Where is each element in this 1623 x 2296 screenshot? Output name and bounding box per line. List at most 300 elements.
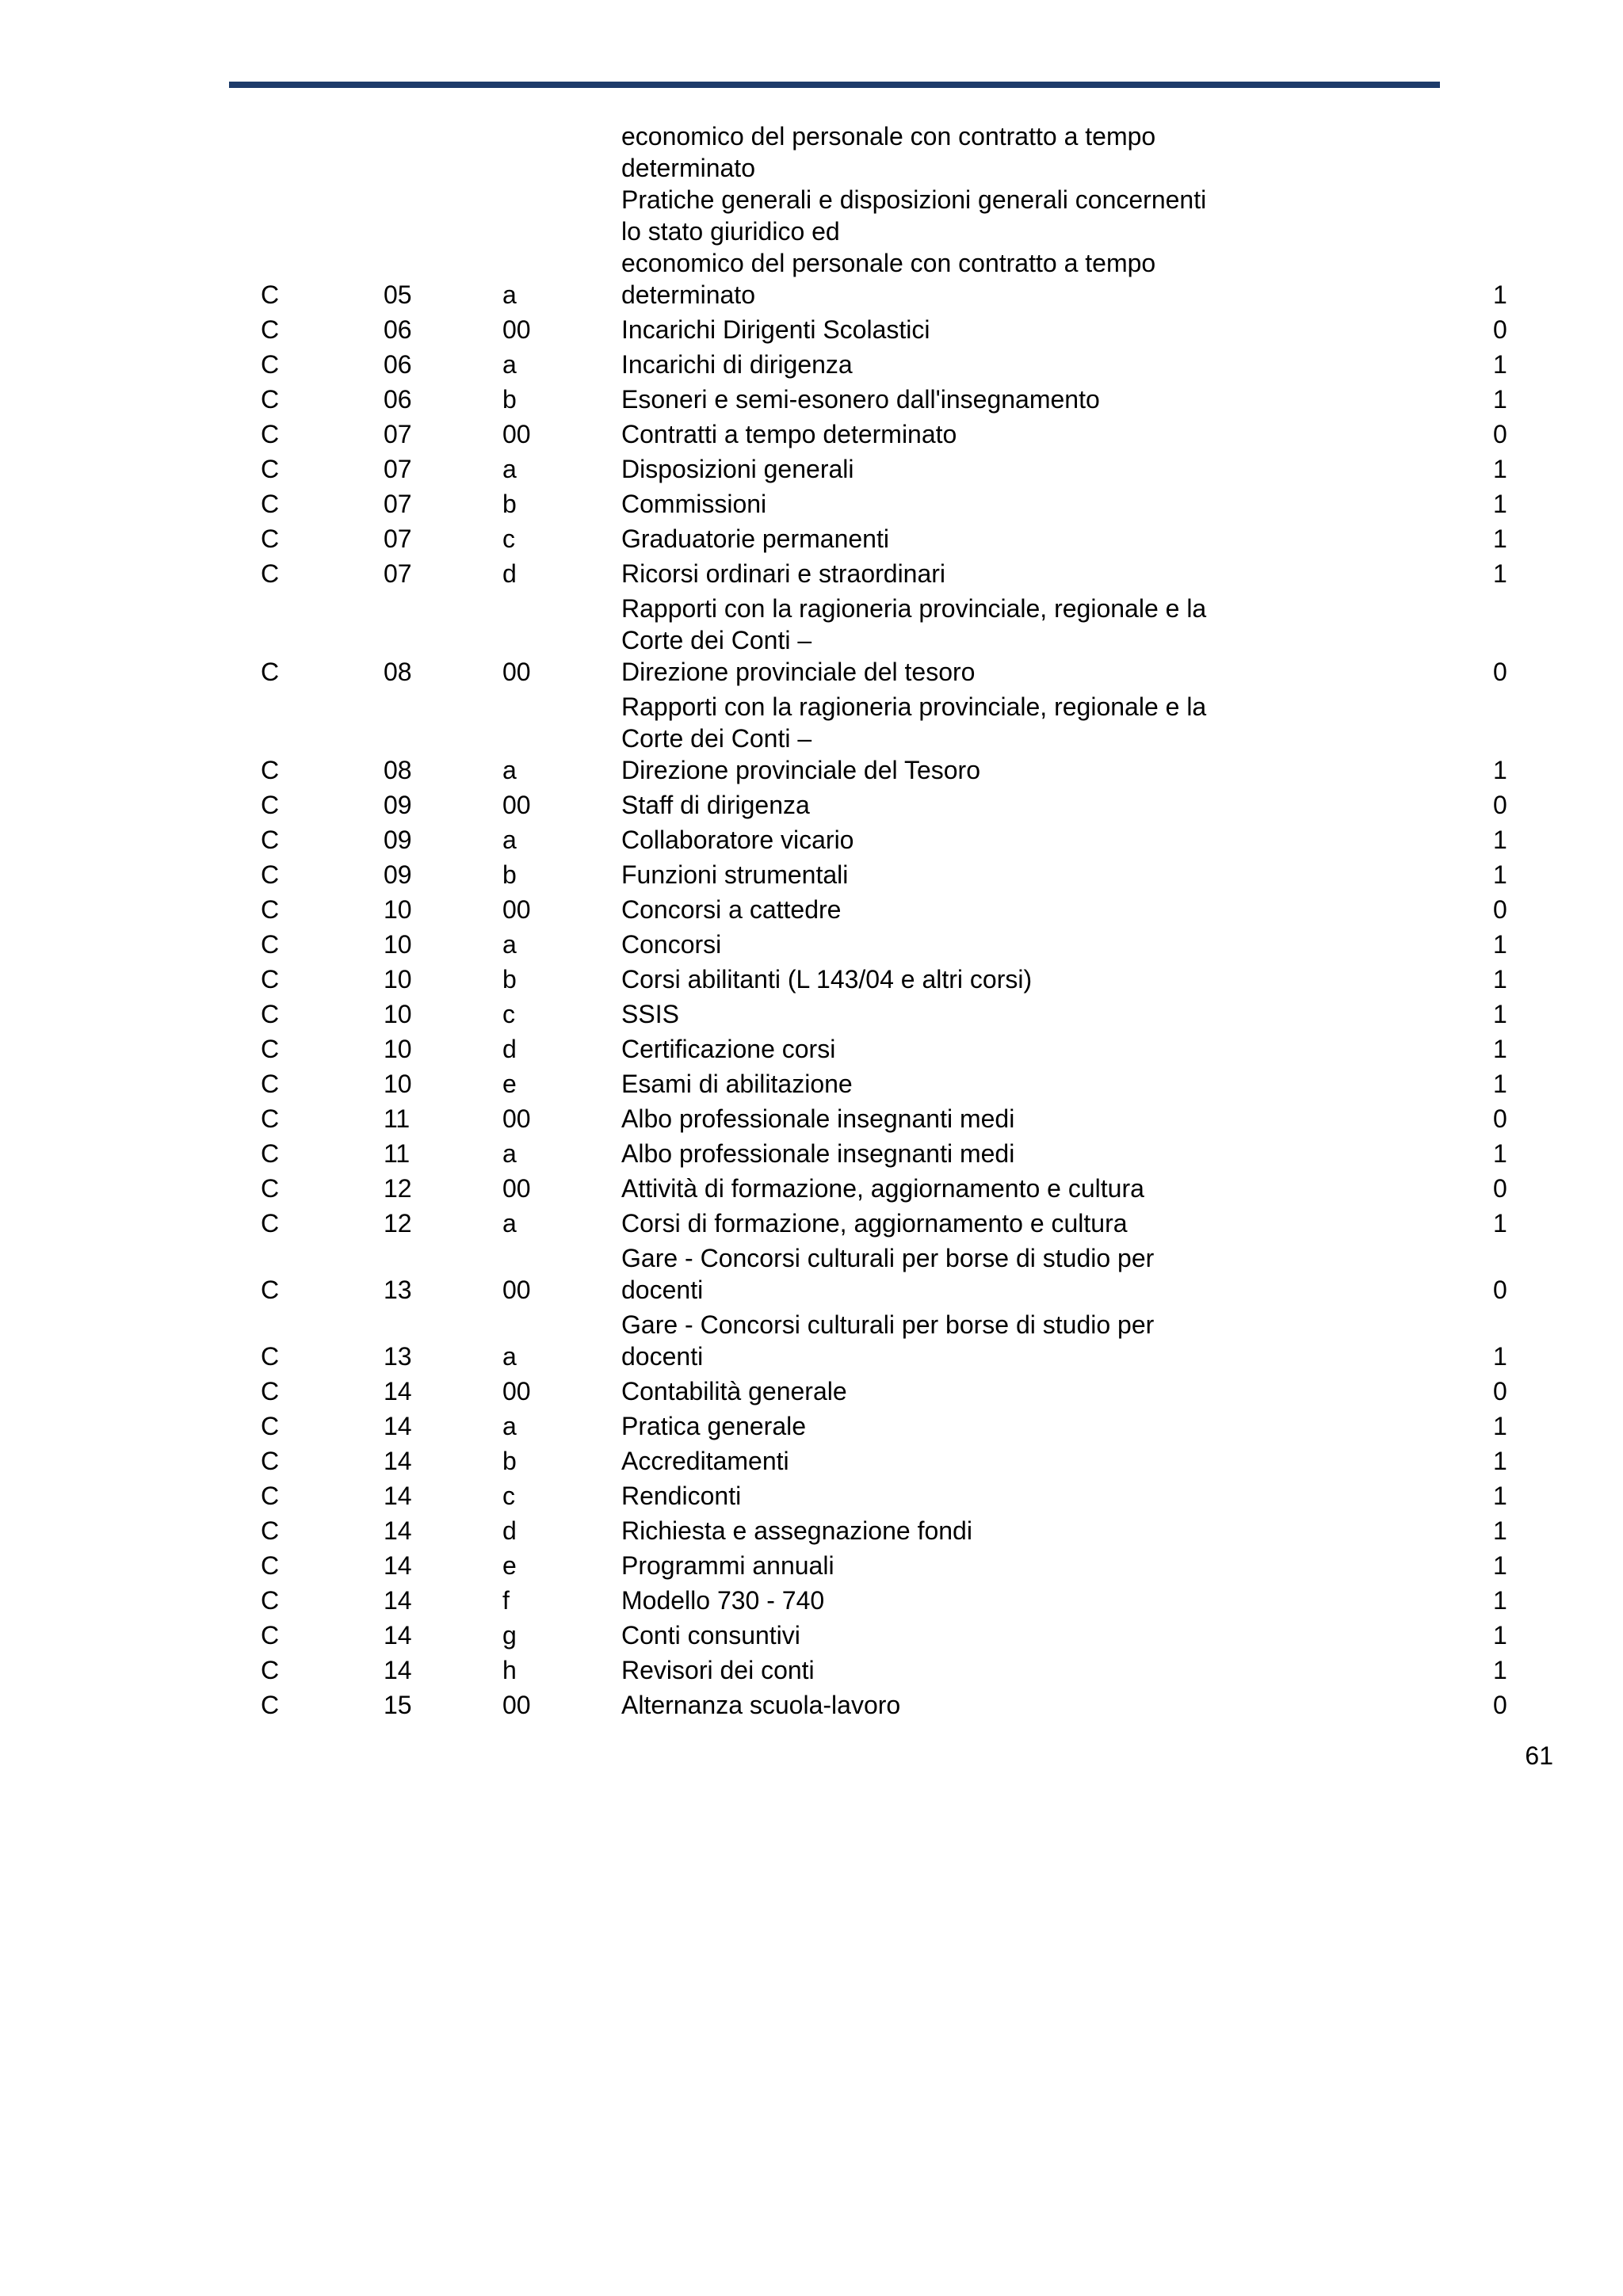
cell-description [621,1550,1493,1585]
cell-subcode: 00 [502,1174,531,1203]
table-row [0,1515,1623,1550]
cell-flag: 1 [1493,1551,1507,1580]
table-row [0,1654,1623,1689]
right-margin [1533,1173,1623,1207]
cell-description [621,1515,1493,1550]
cell-class: C [261,658,280,686]
cell-number: 05 [384,280,412,309]
cell-description [621,1480,1493,1515]
description-line: Attività di formazione, aggiornamento e cultura [621,1174,1144,1203]
cell-subcode: e [502,1551,517,1580]
cell-description [621,1654,1493,1689]
cell-class: C [261,1342,280,1371]
cell-class: C [261,1000,280,1028]
cell-number: 15 [384,1691,412,1719]
cell-description [621,1138,1493,1173]
cell-flag: 0 [1493,658,1507,686]
cell-description [621,418,1493,453]
description-line: Funzioni strumentali [621,860,849,889]
table-row [0,488,1623,523]
cell-description [621,453,1493,488]
cell-description [621,383,1493,418]
description-line: Esami di abilitazione [621,1070,853,1098]
cell-class: C [261,1586,280,1615]
cell-description [621,488,1493,523]
cell-subcode: 00 [502,1377,531,1405]
cell-number: 08 [384,756,412,784]
description-line: Ricorsi ordinari e straordinari [621,559,946,588]
cell-flag: 1 [1493,1070,1507,1098]
table-row [0,1550,1623,1585]
cell-description [621,1585,1493,1619]
cell-description [621,1375,1493,1410]
cell-flag: 0 [1493,1174,1507,1203]
table-row [0,1068,1623,1103]
cell-class: C [261,930,280,959]
right-margin [1533,789,1623,824]
cell-number: 14 [384,1551,412,1580]
right-margin [1533,383,1623,418]
description-line: Incarichi Dirigenti Scolastici [621,315,930,344]
left-margin [0,894,261,929]
cell-subcode: 00 [502,1691,531,1719]
cell-class: C [261,756,280,784]
cell-description [621,691,1493,789]
description-line: Rendiconti [621,1482,742,1510]
table-row [0,1138,1623,1173]
cell-number: 14 [384,1377,412,1405]
cell-class: C [261,1377,280,1405]
table-row [0,314,1623,349]
left-margin [0,1445,261,1480]
cell-class: C [261,1551,280,1580]
right-margin [1533,1207,1623,1242]
table-row [0,824,1623,859]
left-margin [0,1585,261,1619]
cell-number: 09 [384,860,412,889]
cell-flag: 1 [1493,350,1507,379]
cell-subcode: 00 [502,1104,531,1133]
cell-subcode: b [502,385,517,414]
description-line: determinato [621,280,755,309]
left-margin [0,1689,261,1724]
left-margin [0,314,261,349]
cell-class: C [261,1070,280,1098]
cell-flag: 0 [1493,1104,1507,1133]
description-line: Direzione provinciale del Tesoro [621,756,980,784]
description-line: Staff di dirigenza [621,791,810,819]
cell-description [621,349,1493,383]
table-row [0,1309,1623,1375]
cell-flag: 1 [1493,559,1507,588]
cell-subcode: 00 [502,791,531,819]
cell-description [621,593,1493,691]
cell-subcode: a [502,1209,517,1238]
right-margin [1533,120,1623,314]
cell-flag: 1 [1493,1412,1507,1440]
left-margin [0,1138,261,1173]
cell-flag: 0 [1493,895,1507,924]
cell-flag: 1 [1493,965,1507,994]
cell-subcode: c [502,524,515,553]
table-row [0,349,1623,383]
cell-flag: 1 [1493,1139,1507,1168]
right-margin [1533,1375,1623,1410]
cell-subcode: a [502,756,517,784]
cell-number: 11 [384,1104,411,1133]
description-line: Concorsi a cattedre [621,895,842,924]
cell-flag: 0 [1493,1276,1507,1304]
left-margin [0,1103,261,1138]
description-line: Revisori dei conti [621,1656,815,1684]
cell-description [621,929,1493,963]
right-margin [1533,1103,1623,1138]
cell-number: 12 [384,1174,412,1203]
cell-description [621,1445,1493,1480]
cell-description [621,963,1493,998]
cell-flag: 1 [1493,930,1507,959]
description-line: lo stato giuridico ed [621,217,840,246]
left-margin [0,120,261,314]
left-margin [0,349,261,383]
right-margin [1533,859,1623,894]
cell-description [621,120,1493,314]
cell-number: 13 [384,1342,412,1371]
right-margin [1533,1619,1623,1654]
right-margin [1533,1515,1623,1550]
cell-flag: 1 [1493,756,1507,784]
cell-number: 14 [384,1656,412,1684]
cell-subcode: 00 [502,315,531,344]
classification-table [0,120,1623,1724]
cell-number: 07 [384,420,412,448]
table-row [0,963,1623,998]
description-line: Disposizioni generali [621,455,854,483]
page-number: 61 [1525,1741,1553,1770]
cell-subcode: a [502,826,517,854]
cell-subcode: a [502,1412,517,1440]
cell-class: C [261,490,280,518]
cell-number: 10 [384,1070,412,1098]
left-margin [0,418,261,453]
cell-number: 14 [384,1621,412,1650]
cell-number: 14 [384,1412,412,1440]
description-line: docenti [621,1276,704,1304]
description-line: Esoneri e semi-esonero dall'insegnamento [621,385,1100,414]
cell-flag: 1 [1493,1586,1507,1615]
cell-flag: 1 [1493,1447,1507,1475]
cell-class: C [261,1656,280,1684]
cell-number: 07 [384,455,412,483]
left-margin [0,691,261,789]
description-line: Albo professionale insegnanti medi [621,1104,1015,1133]
description-line: Contabilità generale [621,1377,847,1405]
cell-class: C [261,280,280,309]
cell-flag: 1 [1493,524,1507,553]
cell-class: C [261,420,280,448]
table-body [0,120,1623,1724]
cell-number: 14 [384,1586,412,1615]
table-row [0,1585,1623,1619]
table-row [0,789,1623,824]
table-row [0,894,1623,929]
cell-class: C [261,315,280,344]
cell-description [621,1619,1493,1654]
table-row [0,383,1623,418]
cell-description [621,1103,1493,1138]
cell-number: 07 [384,524,412,553]
table-row [0,523,1623,558]
cell-subcode: b [502,1447,517,1475]
cell-subcode: a [502,280,517,309]
table-row [0,1375,1623,1410]
cell-class: C [261,1516,280,1545]
cell-number: 14 [384,1482,412,1510]
cell-flag: 1 [1493,385,1507,414]
right-margin [1533,1138,1623,1173]
left-margin [0,789,261,824]
table-row [0,929,1623,963]
cell-flag: 0 [1493,791,1507,819]
table-row [0,120,1623,314]
table-row [0,1410,1623,1445]
cell-description [621,1689,1493,1724]
description-line: determinato [621,154,755,182]
cell-flag: 1 [1493,1516,1507,1545]
description-line: Gare - Concorsi culturali per borse di studio per [621,1244,1155,1272]
left-margin [0,488,261,523]
cell-description [621,824,1493,859]
cell-flag: 0 [1493,315,1507,344]
cell-description [621,998,1493,1033]
cell-subcode: a [502,350,517,379]
left-margin [0,453,261,488]
description-line: Modello 730 - 740 [621,1586,825,1615]
left-margin [0,1207,261,1242]
cell-flag: 1 [1493,1656,1507,1684]
cell-description [621,1033,1493,1068]
left-margin [0,1480,261,1515]
left-margin [0,1068,261,1103]
left-margin [0,1550,261,1585]
left-margin [0,1033,261,1068]
left-margin [0,593,261,691]
left-margin [0,523,261,558]
cell-number: 08 [384,658,412,686]
cell-flag: 0 [1493,1691,1507,1719]
description-line: economico del personale con contratto a tempo [621,249,1156,277]
cell-class: C [261,385,280,414]
cell-description [621,1309,1493,1375]
right-margin [1533,349,1623,383]
cell-subcode: a [502,930,517,959]
cell-description [621,1242,1493,1309]
right-margin [1533,894,1623,929]
right-margin [1533,1480,1623,1515]
cell-number: 07 [384,490,412,518]
description-line: Graduatorie permanenti [621,524,889,553]
right-margin [1533,1309,1623,1375]
description-line: Accreditamenti [621,1447,789,1475]
cell-number: 10 [384,895,412,924]
cell-number: 14 [384,1447,412,1475]
cell-number: 09 [384,826,412,854]
table-row [0,1173,1623,1207]
right-margin [1533,418,1623,453]
cell-description [621,523,1493,558]
cell-class: C [261,455,280,483]
cell-subcode: a [502,1139,517,1168]
right-margin [1533,929,1623,963]
table-row [0,1207,1623,1242]
cell-subcode: c [502,1482,515,1510]
cell-description [621,1410,1493,1445]
description-line: Rapporti con la ragioneria provinciale, regionale e la [621,692,1207,721]
right-margin [1533,314,1623,349]
cell-flag: 1 [1493,826,1507,854]
cell-class: C [261,350,280,379]
cell-class: C [261,895,280,924]
cell-number: 06 [384,385,412,414]
right-margin [1533,453,1623,488]
cell-class: C [261,791,280,819]
cell-number: 06 [384,350,412,379]
cell-flag: 1 [1493,1035,1507,1063]
description-line: economico del personale con contratto a tempo [621,122,1156,151]
cell-number: 10 [384,965,412,994]
right-margin [1533,1068,1623,1103]
cell-class: C [261,965,280,994]
right-margin [1533,558,1623,593]
description-line: Programmi annuali [621,1551,834,1580]
table-row [0,859,1623,894]
cell-description [621,314,1493,349]
description-line: Albo professionale insegnanti medi [621,1139,1015,1168]
cell-description [621,894,1493,929]
right-margin [1533,998,1623,1033]
left-margin [0,824,261,859]
left-margin [0,1242,261,1309]
cell-subcode: 00 [502,420,531,448]
left-margin [0,963,261,998]
cell-class: C [261,1276,280,1304]
left-margin [0,1515,261,1550]
description-line: Richiesta e assegnazione fondi [621,1516,972,1545]
left-margin [0,1309,261,1375]
table-row [0,593,1623,691]
table-row [0,1242,1623,1309]
right-margin [1533,691,1623,789]
cell-subcode: 00 [502,895,531,924]
left-margin [0,1410,261,1445]
left-margin [0,1375,261,1410]
right-margin [1533,488,1623,523]
left-margin [0,1619,261,1654]
description-line: Direzione provinciale del tesoro [621,658,976,686]
table-row [0,1445,1623,1480]
description-line: Gare - Concorsi culturali per borse di studio per [621,1310,1155,1339]
description-line: Collaboratore vicario [621,826,854,854]
cell-class: C [261,1691,280,1719]
description-line: Conti consuntivi [621,1621,800,1650]
description-line: SSIS [621,1000,679,1028]
left-margin [0,859,261,894]
cell-flag: 0 [1493,1377,1507,1405]
left-margin [0,998,261,1033]
cell-subcode: 00 [502,1276,531,1304]
right-margin [1533,593,1623,691]
cell-flag: 1 [1493,490,1507,518]
cell-number: 06 [384,315,412,344]
description-line: docenti [621,1342,704,1371]
description-line: Incarichi di dirigenza [621,350,853,379]
cell-class: C [261,1209,280,1238]
cell-class: C [261,1482,280,1510]
cell-subcode: f [502,1586,510,1615]
table-row [0,691,1623,789]
cell-class: C [261,1104,280,1133]
description-line: Corte dei Conti – [621,724,812,753]
table-row [0,998,1623,1033]
description-line: Pratica generale [621,1412,807,1440]
cell-flag: 1 [1493,860,1507,889]
cell-number: 09 [384,791,412,819]
cell-subcode: d [502,559,517,588]
cell-class: C [261,524,280,553]
cell-number: 07 [384,559,412,588]
description-line: Contratti a tempo determinato [621,420,957,448]
table-row [0,1619,1623,1654]
cell-subcode: d [502,1516,517,1545]
cell-number: 10 [384,930,412,959]
cell-flag: 1 [1493,280,1507,309]
cell-flag: 1 [1493,1000,1507,1028]
right-margin [1533,1410,1623,1445]
cell-class: C [261,826,280,854]
description-line: Pratiche generali e disposizioni generali concernenti [621,185,1207,214]
cell-subcode: h [502,1656,517,1684]
table-row [0,1480,1623,1515]
cell-subcode: b [502,860,517,889]
table-row [0,1103,1623,1138]
cell-number: 12 [384,1209,412,1238]
table-row [0,1033,1623,1068]
description-line: Alternanza scuola-lavoro [621,1691,901,1719]
cell-subcode: c [502,1000,515,1028]
header-rule [229,82,1440,88]
cell-subcode: b [502,490,517,518]
left-margin [0,1654,261,1689]
right-margin [1533,1550,1623,1585]
description-line: Corte dei Conti – [621,626,812,654]
cell-description [621,1068,1493,1103]
cell-description [621,558,1493,593]
cell-subcode: g [502,1621,517,1650]
cell-number: 10 [384,1035,412,1063]
cell-class: C [261,1139,280,1168]
description-line: Corsi di formazione, aggiornamento e cultura [621,1209,1128,1238]
cell-flag: 1 [1493,1621,1507,1650]
cell-class: C [261,559,280,588]
description-line: Certificazione corsi [621,1035,836,1063]
right-margin [1533,523,1623,558]
left-margin [0,383,261,418]
cell-number: 10 [384,1000,412,1028]
cell-class: C [261,860,280,889]
cell-number: 14 [384,1516,412,1545]
right-margin [1533,1033,1623,1068]
description-line: Corsi abilitanti (L 143/04 e altri corsi) [621,965,1033,994]
